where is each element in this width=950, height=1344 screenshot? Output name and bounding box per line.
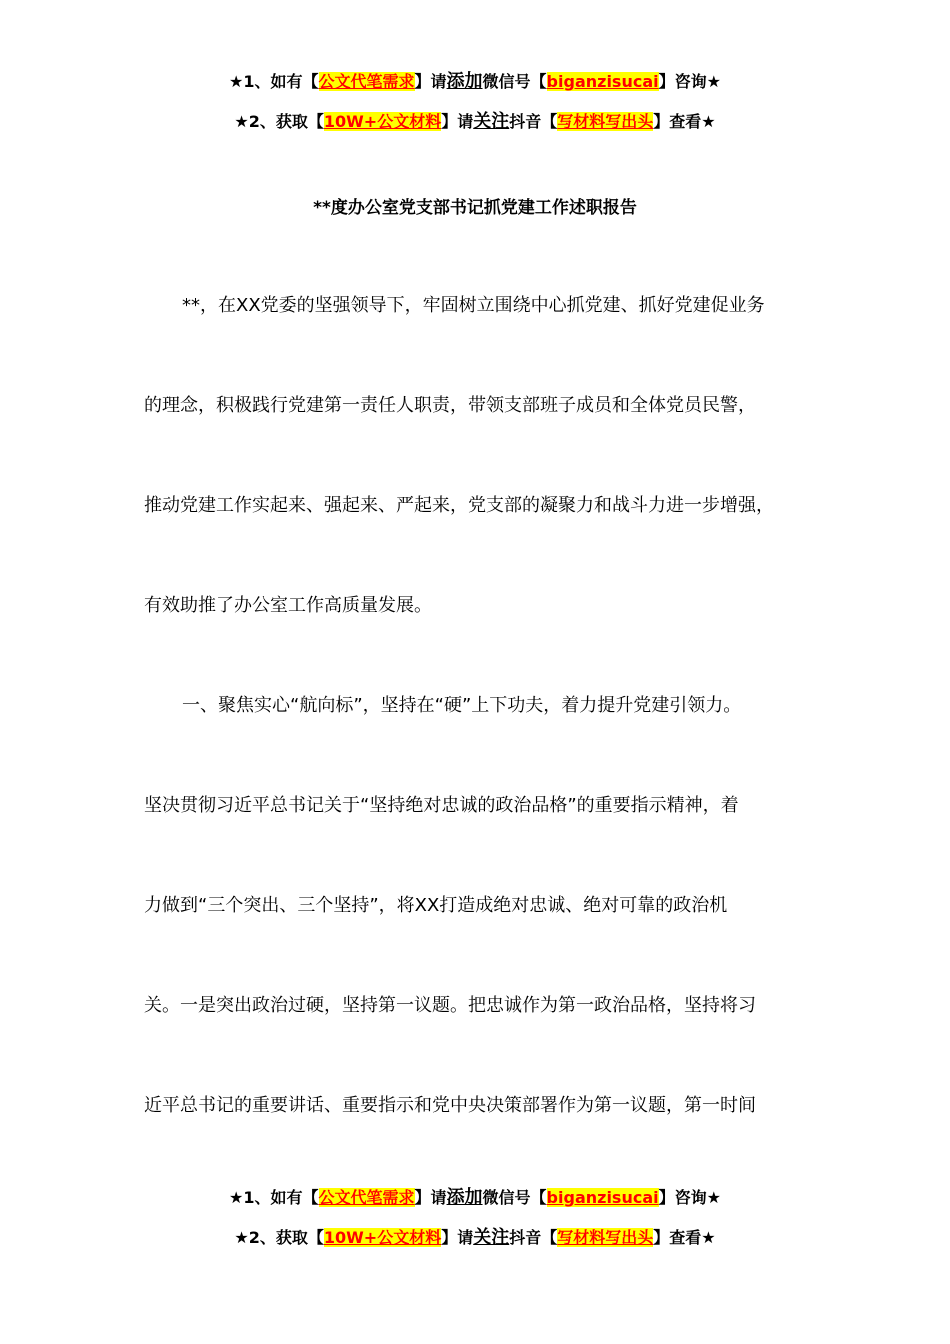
promo-line-2-prefix: ★2、获取【 xyxy=(234,112,324,131)
promo-line-1-prefix: ★1、如有【 xyxy=(229,72,319,91)
promo-line-2-follow: 关注 xyxy=(473,111,510,132)
document-title: **度办公室党支部书记抓党建工作述职报告 xyxy=(313,198,637,218)
promo-line-2-prefix: ★2、获取【 xyxy=(234,1228,324,1247)
promo-line-2 xyxy=(0,102,950,142)
body-line: 关。一是突出政治过硬，坚持第一议题。把忠诚作为第一政治品格，坚持将习 xyxy=(144,995,756,1016)
promo-footer xyxy=(0,1178,950,1258)
promo-line-2-douyin-id: 写材料写出头 xyxy=(557,112,654,131)
promo-line-1-add: 添加 xyxy=(446,1187,483,1208)
promo-line-2-suffix: 】查看★ xyxy=(653,1228,716,1247)
body-line: 有效助推了办公室工作高质量发展。 xyxy=(144,595,432,616)
body-line: **，在XX党委的坚强领导下，牢固树立围绕中心抓党建、抓好党建促业务 xyxy=(182,295,765,316)
promo-line-2-highlight-materials: 10W+公文材料 xyxy=(323,1228,442,1247)
promo-line-2-mid: 】请 xyxy=(441,1228,474,1247)
promo-line-2-follow: 关注 xyxy=(473,1227,510,1248)
promo-line-1 xyxy=(0,62,950,102)
body-line: 推动党建工作实起来、强起来、严起来，党支部的凝聚力和战斗力进一步增强， xyxy=(144,495,774,516)
promo-line-2-douyin-id: 写材料写出头 xyxy=(557,1228,654,1247)
promo-line-1-prefix: ★1、如有【 xyxy=(229,1188,319,1207)
promo-line-1 xyxy=(0,1178,950,1218)
promo-line-2-mid2: 抖音【 xyxy=(509,1228,558,1247)
promo-line-1-highlight-service: 公文代笔需求 xyxy=(318,1188,415,1207)
document-body xyxy=(144,288,834,1188)
body-line: 力做到“三个突出、三个坚持”，将XX打造成绝对忠诚、绝对可靠的政治机 xyxy=(144,895,728,916)
promo-line-1-mid2: 微信号【 xyxy=(482,72,547,91)
body-line: 的理念，积极践行党建第一责任人职责，带领支部班子成员和全体党员民警， xyxy=(144,395,756,416)
promo-line-1-mid: 】请 xyxy=(414,72,447,91)
promo-line-1-suffix: 】咨询★ xyxy=(658,1188,721,1207)
promo-line-1-highlight-service: 公文代笔需求 xyxy=(318,72,415,91)
promo-line-2-mid: 】请 xyxy=(441,112,474,131)
promo-line-1-add: 添加 xyxy=(446,71,483,92)
body-line: 坚决贯彻习近平总书记关于“坚持绝对忠诚的政治品格”的重要指示精神，着 xyxy=(144,795,739,816)
promo-line-1-wechat-id: biganzisucai xyxy=(546,1188,659,1207)
promo-line-1-mid2: 微信号【 xyxy=(482,1188,547,1207)
promo-line-2-suffix: 】查看★ xyxy=(653,112,716,131)
promo-line-1-mid: 】请 xyxy=(414,1188,447,1207)
promo-line-2-highlight-materials: 10W+公文材料 xyxy=(323,112,442,131)
promo-line-2-mid2: 抖音【 xyxy=(509,112,558,131)
section-heading-line: 一、聚焦实心“航向标”，坚持在“硬”上下功夫，着力提升党建引领力。 xyxy=(182,695,742,716)
promo-line-1-suffix: 】咨询★ xyxy=(658,72,721,91)
promo-header xyxy=(0,62,950,142)
promo-line-2 xyxy=(0,1218,950,1258)
promo-line-1-wechat-id: biganzisucai xyxy=(546,72,659,91)
body-line: 近平总书记的重要讲话、重要指示和党中央决策部署作为第一议题，第一时间 xyxy=(144,1095,756,1116)
